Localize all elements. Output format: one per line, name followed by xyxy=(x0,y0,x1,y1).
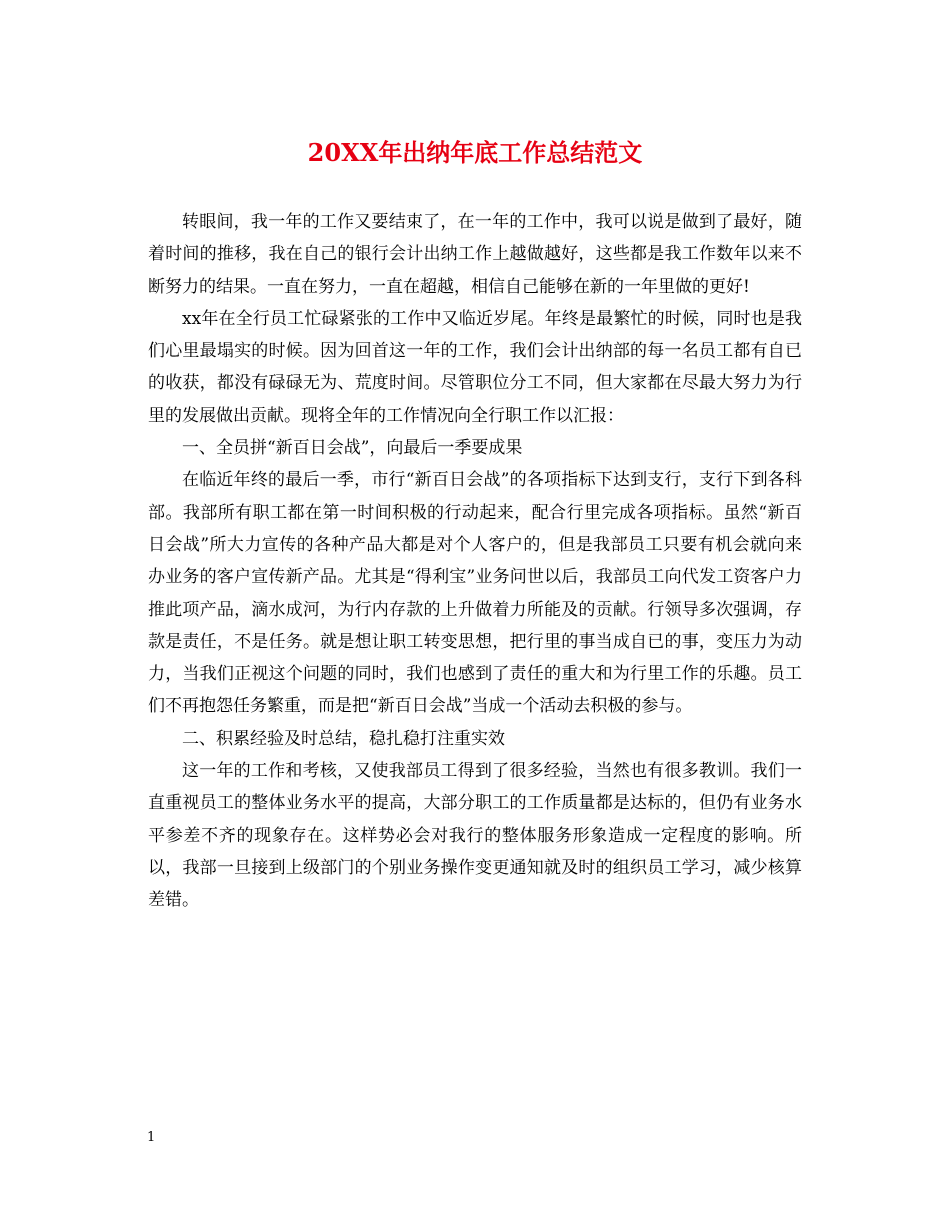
paragraph-section-2: 这一年的工作和考核，又使我部员工得到了很多经验，当然也有很多教训。我们一直重视员工的整体业务水平的提高，大部分职工的工作质量都是达标的，但仍有业务水平参差不齐的现象存在。这样势必会对我行的整体服务形象造成一定程度的影响。所以，我部一旦接到上级部门的个别业务操作变更通知就及时的组织员工学习，减少核算差错。 xyxy=(148,761,802,911)
section-heading-2: 二、积累经验及时总结，稳扎稳打注重实效 xyxy=(182,728,505,749)
paragraph-year-summary: xx年在全行员工忙碌紧张的工作中又临近岁尾。年终是最繁忙的时候，同时也是我们心里最塌实的时候。因为回首这一年的工作，我们会计出纳部的每一名员工都有自已的收获，都没有碌碌无为、荒度时间。尽管职位分工不同，但大家都在尽最大努力为行里的发展做出贡献。现将全年的工作情况向全行职工作以汇报： xyxy=(148,308,802,426)
page-number: 1 xyxy=(147,1130,156,1145)
document-body xyxy=(148,206,802,917)
paragraph-section-1: 在临近年终的最后一季，市行“新百日会战”的各项指标下达到支行，支行下到各科部。我部所有职工都在第一时间积极的行动起来，配合行里完成各项指标。虽然“新百日会战”所大力宣传的各种产品大都是对个人客户的，但是我部员工只要有机会就向来办业务的客户宣传新产品。尤其是“得利宝”业务问世以后，我部员工向代发工资客户力推此项产品，滴水成河，为行内存款的上升做着力所能及的贡献。行领导多次强调，存款是责任，不是任务。就是想让职工转变思想，把行里的事当成自已的事，变压力为动力，当我们正视这个问题的同时，我们也感到了责任的重大和为行里工作的乐趣。员工们不再抱怨任务繁重，而是把“新百日会战”当成一个活动去积极的参与。 xyxy=(148,470,802,717)
section-heading-1: 一、全员拼“新百日会战”，向最后一季要成果 xyxy=(182,438,523,459)
paragraph-intro: 转眼间，我一年的工作又要结束了，在一年的工作中，我可以说是做到了最好，随着时间的推移，我在自己的银行会计出纳工作上越做越好，这些都是我工作数年以来不断努力的结果。一直在努力，一直在超越，相信自己能够在新的一年里做的更好! xyxy=(148,212,802,297)
document-title: 20XX年出纳年底工作总结范文 xyxy=(307,138,643,167)
